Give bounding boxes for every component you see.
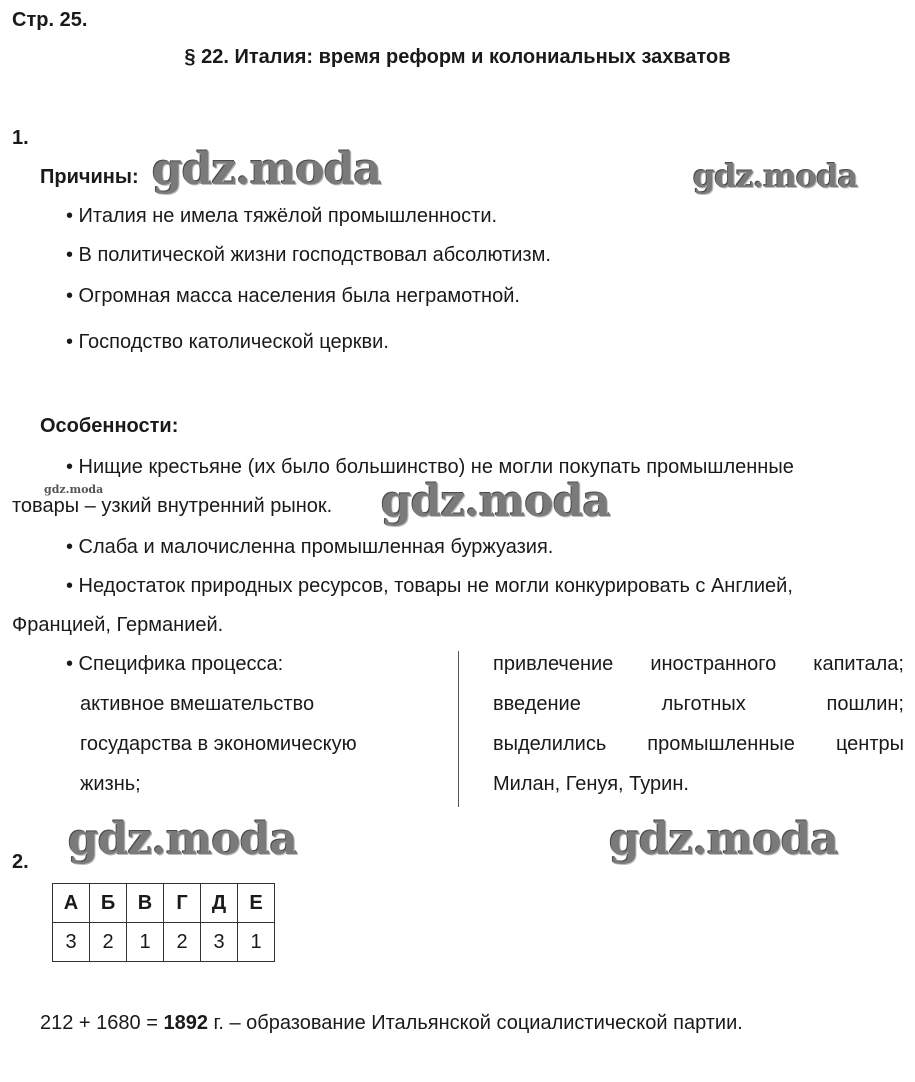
feature-item: • Недостаток природных ресурсов, товары не могли конкурировать с Англией, <box>66 575 793 597</box>
word: выделились <box>493 733 607 755</box>
left-column-line: • Специфика процесса: <box>66 653 284 675</box>
table-header-row <box>53 884 275 923</box>
word: введение <box>493 693 581 715</box>
watermark-logo: gdz.moda <box>693 157 858 195</box>
features-heading: Особенности: <box>40 415 179 437</box>
table-header-cell: А <box>53 884 90 923</box>
right-column-line <box>493 692 904 716</box>
word: капитала; <box>813 653 904 675</box>
task-1-number: 1. <box>12 127 29 149</box>
cause-item: • В политической жизни господствовал абсолютизм. <box>66 244 551 266</box>
cause-item: • Огромная масса населения была неграмотной. <box>66 285 520 307</box>
watermark-logo: gdz.moda <box>381 476 611 527</box>
table-header-cell: Д <box>201 884 238 923</box>
table-row <box>53 923 275 962</box>
table-cell: 2 <box>164 923 201 962</box>
feature-item: • Нищие крестьяне (их было большинство) не могли покупать промышленные <box>66 456 794 478</box>
word: промышленные <box>647 733 795 755</box>
column-divider <box>458 651 459 807</box>
left-column-line: государства в экономическую <box>80 733 357 755</box>
feature-item-continuation: товары – узкий внутренний рынок. <box>12 495 333 517</box>
table-cell: 3 <box>53 923 90 962</box>
cause-item: • Господство католической церкви. <box>66 331 389 353</box>
table-cell: 3 <box>201 923 238 962</box>
result-year: 1892 <box>163 1012 208 1034</box>
watermark-logo: gdz.moda <box>152 144 382 195</box>
table-header-cell: В <box>127 884 164 923</box>
word: льготных <box>661 693 746 715</box>
watermark-logo: gdz.moda <box>68 814 298 865</box>
task-2-number: 2. <box>12 851 29 873</box>
calculation-suffix: г. – образование Итальянской социалистической партии. <box>207 1012 743 1034</box>
cause-item: • Италия не имела тяжёлой промышленности. <box>66 205 498 227</box>
right-column-line <box>493 732 904 756</box>
table-cell: 1 <box>238 923 275 962</box>
watermark-logo: gdz.moda <box>609 814 839 865</box>
watermark-logo: gdz.moda <box>44 483 104 496</box>
table-cell: 2 <box>90 923 127 962</box>
answer-table <box>52 883 275 962</box>
left-column-line: активное вмешательство <box>80 693 315 715</box>
page-title: § 22. Италия: время реформ и колониальных захватов <box>184 46 731 68</box>
table-header-cell: Б <box>90 884 127 923</box>
calculation-prefix: 212 + 1680 = <box>40 1012 164 1034</box>
word: иностранного <box>650 653 777 675</box>
word: центры <box>835 733 904 755</box>
feature-item: • Слаба и малочисленна промышленная буржуазия. <box>66 536 554 558</box>
left-column-line: жизнь; <box>80 773 141 795</box>
right-column-line <box>493 652 904 676</box>
table-header-cell: Г <box>164 884 201 923</box>
causes-heading: Причины: <box>40 166 139 188</box>
right-column-line: Милан, Генуя, Турин. <box>493 773 689 795</box>
year-calculation <box>40 1011 743 1035</box>
word: привлечение <box>493 653 614 675</box>
table-header-cell: Е <box>238 884 275 923</box>
page-label: Стр. 25. <box>12 9 88 31</box>
word: пошлин; <box>826 693 904 715</box>
table-cell: 1 <box>127 923 164 962</box>
feature-item-continuation: Францией, Германией. <box>12 614 224 636</box>
